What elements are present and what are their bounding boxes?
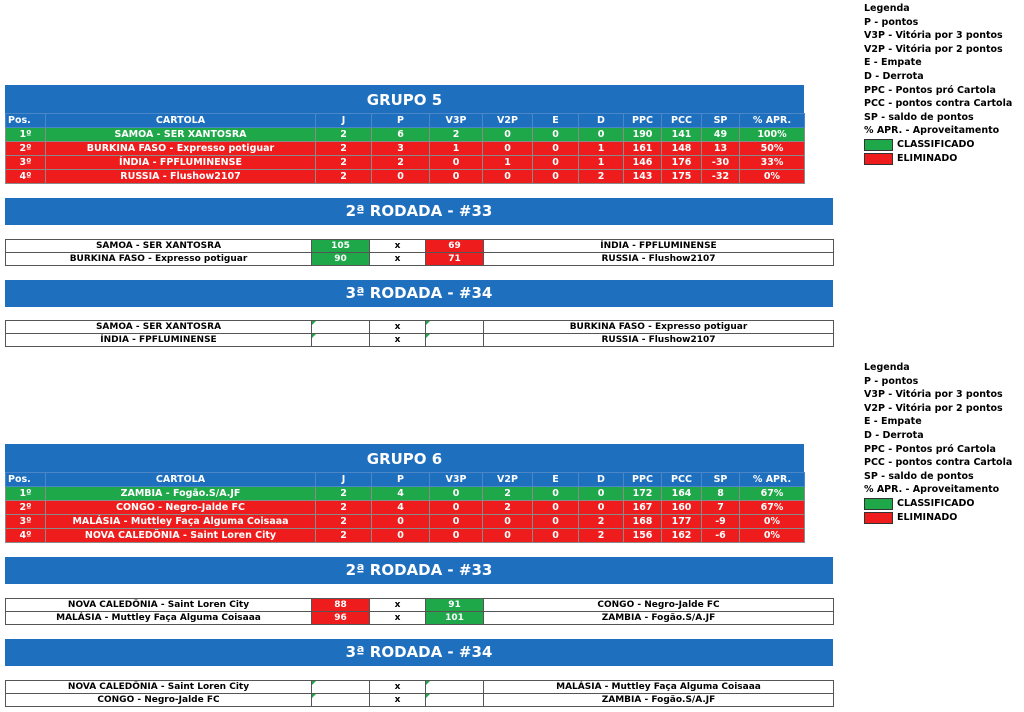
e-cell: 0 xyxy=(533,128,579,142)
v2p-cell: 0 xyxy=(483,529,533,543)
legend-item: V3P - Vitória por 3 pontos xyxy=(864,30,1003,42)
apr-cell: 100% xyxy=(740,128,805,142)
e-cell: 0 xyxy=(533,529,579,543)
v3p-cell: 2 xyxy=(430,128,483,142)
standings-table-group-5 xyxy=(5,113,805,184)
versus-mark: x xyxy=(370,240,426,253)
j-cell: 2 xyxy=(316,128,372,142)
legend-item: PCC - pontos contra Cartola xyxy=(864,457,1013,469)
e-cell: 0 xyxy=(533,142,579,156)
pos-cell: 4º xyxy=(6,529,46,543)
round-3-banner: 3ª RODADA - #34 xyxy=(5,280,833,307)
ppc-cell: 190 xyxy=(624,128,662,142)
v2p-cell: 0 xyxy=(483,515,533,529)
away-team: RUSSIA - Flushow2107 xyxy=(484,253,834,266)
versus-mark: x xyxy=(370,599,426,612)
header-d: D xyxy=(579,114,624,128)
sp-cell: 49 xyxy=(702,128,740,142)
pcc-cell: 175 xyxy=(662,170,702,184)
home-team: SAMOA - SER XANTOSRA xyxy=(6,240,312,253)
apr-cell: 0% xyxy=(740,515,805,529)
apr-cell: 67% xyxy=(740,487,805,501)
v3p-cell: 0 xyxy=(430,501,483,515)
v2p-cell: 1 xyxy=(483,156,533,170)
v3p-cell: 1 xyxy=(430,142,483,156)
team-cell: BURKINA FASO - Expresso potiguar xyxy=(46,142,316,156)
legend-group-6 xyxy=(864,361,1024,525)
sp-cell: -32 xyxy=(702,170,740,184)
pos-cell: 2º xyxy=(6,142,46,156)
team-cell: NOVA CALEDÔNIA - Saint Loren City xyxy=(46,529,316,543)
p-cell: 0 xyxy=(372,515,430,529)
pos-cell: 4º xyxy=(6,170,46,184)
legend-item: D - Derrota xyxy=(864,429,924,441)
d-cell: 0 xyxy=(579,501,624,515)
legend-title: Legenda xyxy=(864,3,910,14)
group-title: GRUPO 6 xyxy=(5,444,804,472)
round-3-matches-group-6 xyxy=(5,680,834,707)
table-row xyxy=(6,501,805,515)
round-2-banner: 2ª RODADA - #33 xyxy=(5,198,833,225)
pos-cell: 1º xyxy=(6,128,46,142)
d-cell: 2 xyxy=(579,529,624,543)
home-score: 90 xyxy=(312,253,370,266)
v2p-cell: 0 xyxy=(483,142,533,156)
header-pcc: PCC xyxy=(662,114,702,128)
away-team: ZAMBIA - Fogão.S/A.JF xyxy=(484,612,834,625)
d-cell: 2 xyxy=(579,515,624,529)
j-cell: 2 xyxy=(316,170,372,184)
table-header-row xyxy=(6,473,805,487)
team-cell: CONGO - Negro-Jalde FC xyxy=(46,501,316,515)
e-cell: 0 xyxy=(533,487,579,501)
away-score: 91 xyxy=(426,599,484,612)
v3p-cell: 0 xyxy=(430,487,483,501)
legend-title: Legenda xyxy=(864,362,910,373)
away-team: RUSSIA - Flushow2107 xyxy=(484,334,834,347)
versus-mark: x xyxy=(370,681,426,694)
table-row xyxy=(6,156,805,170)
pcc-cell: 160 xyxy=(662,501,702,515)
legend-item: V2P - Vitória por 2 pontos xyxy=(864,402,1003,414)
home-score: 105 xyxy=(312,240,370,253)
header-pos: Pos. xyxy=(6,473,46,487)
ppc-cell: 167 xyxy=(624,501,662,515)
qualified-swatch xyxy=(864,139,893,151)
e-cell: 0 xyxy=(533,156,579,170)
versus-mark: x xyxy=(370,253,426,266)
d-cell: 0 xyxy=(579,487,624,501)
v3p-cell: 0 xyxy=(430,529,483,543)
table-header-row xyxy=(6,114,805,128)
legend-item: E - Empate xyxy=(864,416,922,428)
round-2-matches-group-6 xyxy=(5,598,834,625)
versus-mark: x xyxy=(370,612,426,625)
home-team: SAMOA - SER XANTOSRA xyxy=(6,321,312,334)
p-cell: 0 xyxy=(372,170,430,184)
legend-item: PPC - Pontos pró Cartola xyxy=(864,443,996,455)
away-score-input[interactable] xyxy=(426,681,484,694)
match-row xyxy=(6,681,834,694)
header-p: P xyxy=(372,473,430,487)
ppc-cell: 146 xyxy=(624,156,662,170)
header-sp: SP xyxy=(702,114,740,128)
ppc-cell: 156 xyxy=(624,529,662,543)
ppc-cell: 143 xyxy=(624,170,662,184)
home-team: NOVA CALEDÔNIA - Saint Loren City xyxy=(6,599,312,612)
team-cell: ZAMBIA - Fogão.S/A.JF xyxy=(46,487,316,501)
match-row xyxy=(6,253,834,266)
header-d: D xyxy=(579,473,624,487)
table-row xyxy=(6,515,805,529)
apr-cell: 50% xyxy=(740,142,805,156)
legend-item: V2P - Vitória por 2 pontos xyxy=(864,43,1003,55)
away-score: 101 xyxy=(426,612,484,625)
away-team: MALÁSIA - Muttley Faça Alguma Coisaaa xyxy=(484,681,834,694)
team-cell: RUSSIA - Flushow2107 xyxy=(46,170,316,184)
e-cell: 0 xyxy=(533,515,579,529)
d-cell: 1 xyxy=(579,156,624,170)
j-cell: 2 xyxy=(316,156,372,170)
legend-item: E - Empate xyxy=(864,57,922,69)
legend-item: P - pontos xyxy=(864,16,919,28)
header-pcc: PCC xyxy=(662,473,702,487)
apr-cell: 0% xyxy=(740,170,805,184)
pcc-cell: 164 xyxy=(662,487,702,501)
legend-item: V3P - Vitória por 3 pontos xyxy=(864,389,1003,401)
away-team: CONGO - Negro-Jalde FC xyxy=(484,599,834,612)
round-2-banner: 2ª RODADA - #33 xyxy=(5,557,833,584)
home-score: 96 xyxy=(312,612,370,625)
header-j: J xyxy=(316,114,372,128)
apr-cell: 33% xyxy=(740,156,805,170)
match-row xyxy=(6,321,834,334)
home-team: NOVA CALEDÔNIA - Saint Loren City xyxy=(6,681,312,694)
header-ppc: PPC xyxy=(624,473,662,487)
v2p-cell: 2 xyxy=(483,487,533,501)
home-score-input[interactable] xyxy=(312,334,370,347)
home-score: 88 xyxy=(312,599,370,612)
away-score: 69 xyxy=(426,240,484,253)
qualified-label: CLASSIFICADO xyxy=(897,139,975,151)
table-row xyxy=(6,128,805,142)
j-cell: 2 xyxy=(316,487,372,501)
header-cartola: CARTOLA xyxy=(46,114,316,128)
home-team: ÍNDIA - FPFLUMINENSE xyxy=(6,334,312,347)
away-team: BURKINA FASO - Expresso potiguar xyxy=(484,321,834,334)
header-apr: % APR. xyxy=(740,114,805,128)
pcc-cell: 148 xyxy=(662,142,702,156)
apr-cell: 0% xyxy=(740,529,805,543)
table-row xyxy=(6,142,805,156)
match-row xyxy=(6,240,834,253)
table-row xyxy=(6,487,805,501)
home-team: BURKINA FASO - Expresso potiguar xyxy=(6,253,312,266)
table-row xyxy=(6,529,805,543)
sp-cell: 13 xyxy=(702,142,740,156)
header-cartola: CARTOLA xyxy=(46,473,316,487)
d-cell: 0 xyxy=(579,128,624,142)
header-pos: Pos. xyxy=(6,114,46,128)
j-cell: 2 xyxy=(316,501,372,515)
team-cell: ÍNDIA - FPFLUMINENSE xyxy=(46,156,316,170)
header-ppc: PPC xyxy=(624,114,662,128)
round-2-matches-group-5 xyxy=(5,239,834,266)
v3p-cell: 0 xyxy=(430,156,483,170)
table-row xyxy=(6,170,805,184)
qualified-label: CLASSIFICADO xyxy=(897,498,975,510)
p-cell: 4 xyxy=(372,501,430,515)
team-cell: MALÁSIA - Muttley Faça Alguma Coisaaa xyxy=(46,515,316,529)
home-score-input[interactable] xyxy=(312,681,370,694)
ppc-cell: 168 xyxy=(624,515,662,529)
legend-item: % APR. - Aproveitamento xyxy=(864,125,1000,137)
apr-cell: 67% xyxy=(740,501,805,515)
legend-item: SP - saldo de pontos xyxy=(864,470,974,482)
sp-cell: -30 xyxy=(702,156,740,170)
e-cell: 0 xyxy=(533,170,579,184)
pcc-cell: 176 xyxy=(662,156,702,170)
versus-mark: x xyxy=(370,321,426,334)
eliminated-swatch xyxy=(864,153,893,165)
team-cell: SAMOA - SER XANTOSRA xyxy=(46,128,316,142)
sp-cell: 7 xyxy=(702,501,740,515)
eliminated-label: ELIMINADO xyxy=(897,512,958,524)
home-score-input[interactable] xyxy=(312,694,370,707)
round-3-banner: 3ª RODADA - #34 xyxy=(5,639,833,666)
qualified-swatch xyxy=(864,498,893,510)
standings-table-group-6 xyxy=(5,472,805,543)
p-cell: 3 xyxy=(372,142,430,156)
home-score-input[interactable] xyxy=(312,321,370,334)
v2p-cell: 2 xyxy=(483,501,533,515)
header-apr: % APR. xyxy=(740,473,805,487)
ppc-cell: 172 xyxy=(624,487,662,501)
away-score-input[interactable] xyxy=(426,321,484,334)
legend-item: PCC - pontos contra Cartola xyxy=(864,98,1013,110)
match-row xyxy=(6,599,834,612)
versus-mark: x xyxy=(370,334,426,347)
eliminated-swatch xyxy=(864,512,893,524)
pcc-cell: 141 xyxy=(662,128,702,142)
legend-group-5 xyxy=(864,2,1024,166)
header-e: E xyxy=(533,114,579,128)
pos-cell: 2º xyxy=(6,501,46,515)
away-team: ÍNDIA - FPFLUMINENSE xyxy=(484,240,834,253)
v3p-cell: 0 xyxy=(430,170,483,184)
d-cell: 1 xyxy=(579,142,624,156)
away-score-input[interactable] xyxy=(426,694,484,707)
pcc-cell: 162 xyxy=(662,529,702,543)
pos-cell: 3º xyxy=(6,515,46,529)
header-j: J xyxy=(316,473,372,487)
pcc-cell: 177 xyxy=(662,515,702,529)
ppc-cell: 161 xyxy=(624,142,662,156)
sp-cell: 8 xyxy=(702,487,740,501)
j-cell: 2 xyxy=(316,529,372,543)
p-cell: 2 xyxy=(372,156,430,170)
versus-mark: x xyxy=(370,694,426,707)
home-team: MALÁSIA - Muttley Faça Alguma Coisaaa xyxy=(6,612,312,625)
v2p-cell: 0 xyxy=(483,170,533,184)
v2p-cell: 0 xyxy=(483,128,533,142)
e-cell: 0 xyxy=(533,501,579,515)
group-title: GRUPO 5 xyxy=(5,85,804,113)
home-team: CONGO - Negro-Jalde FC xyxy=(6,694,312,707)
header-v3p: V3P xyxy=(430,473,483,487)
pos-cell: 1º xyxy=(6,487,46,501)
away-score: 71 xyxy=(426,253,484,266)
legend-item: % APR. - Aproveitamento xyxy=(864,484,1000,496)
header-p: P xyxy=(372,114,430,128)
match-row xyxy=(6,612,834,625)
match-row xyxy=(6,334,834,347)
away-team: ZAMBIA - Fogão.S/A.JF xyxy=(484,694,834,707)
legend-item: PPC - Pontos pró Cartola xyxy=(864,84,996,96)
match-row xyxy=(6,694,834,707)
legend-item: P - pontos xyxy=(864,375,919,387)
away-score-input[interactable] xyxy=(426,334,484,347)
sp-cell: -9 xyxy=(702,515,740,529)
p-cell: 4 xyxy=(372,487,430,501)
pos-cell: 3º xyxy=(6,156,46,170)
header-v3p: V3P xyxy=(430,114,483,128)
p-cell: 0 xyxy=(372,529,430,543)
header-v2p: V2P xyxy=(483,114,533,128)
header-e: E xyxy=(533,473,579,487)
round-3-matches-group-5 xyxy=(5,320,834,347)
j-cell: 2 xyxy=(316,142,372,156)
legend-item: SP - saldo de pontos xyxy=(864,111,974,123)
header-v2p: V2P xyxy=(483,473,533,487)
eliminated-label: ELIMINADO xyxy=(897,153,958,165)
d-cell: 2 xyxy=(579,170,624,184)
sp-cell: -6 xyxy=(702,529,740,543)
header-sp: SP xyxy=(702,473,740,487)
j-cell: 2 xyxy=(316,515,372,529)
legend-item: D - Derrota xyxy=(864,70,924,82)
v3p-cell: 0 xyxy=(430,515,483,529)
p-cell: 6 xyxy=(372,128,430,142)
